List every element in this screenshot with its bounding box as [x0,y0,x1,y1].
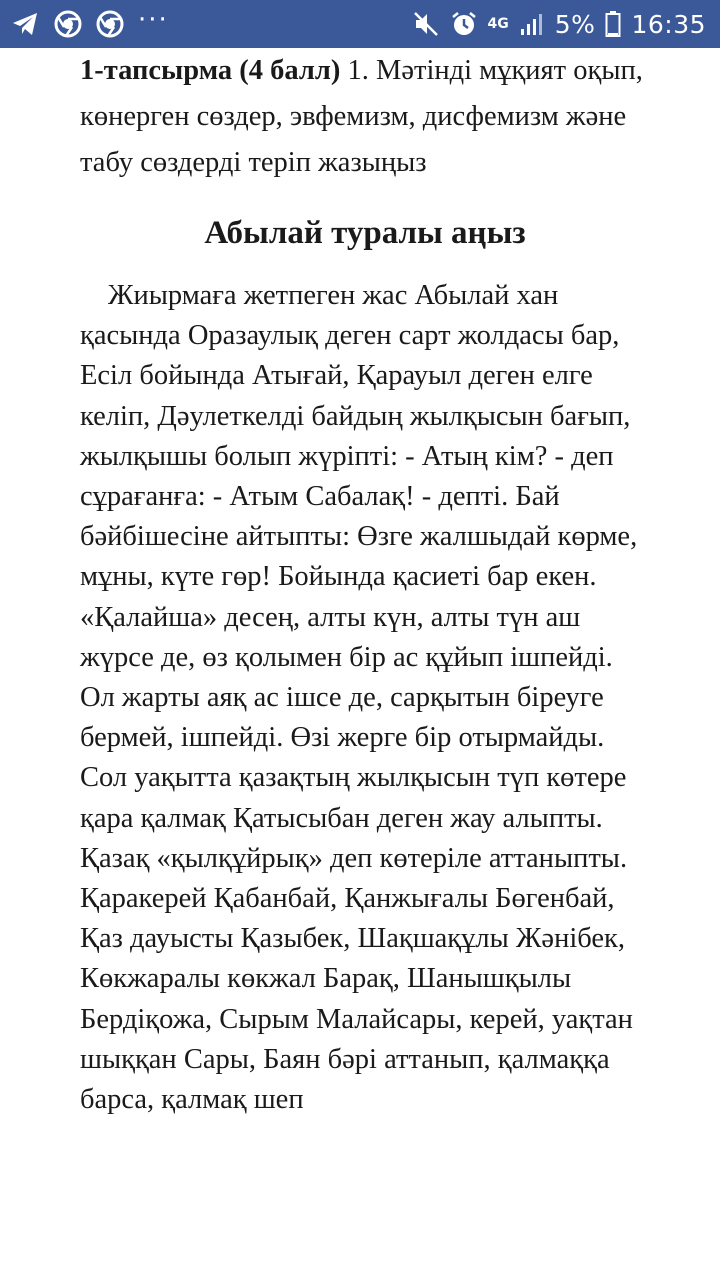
battery-percent: 5% [554,9,596,39]
status-bar [0,0,720,48]
more-icon: ··· [138,5,169,35]
task-label: 1-тапсырма (4 балл) [80,55,341,86]
alarm-icon [450,10,478,38]
document-body: Жиырмаға жетпеген жас Абылай хан қасында Оразаулық деген сарт жолдасы бар, Есіл бойында Атығай, Қарауыл деген елге келіп, Дәулеткелді байдың жылқысын бағып, жылқышы болып жүріпті: - Атың кім? - деп сұрағанға: - Атым Сабалақ! - депті. Бай бәйбішесіне айтыпты: Өзге жалшыдай көрме, мұны, күте гөр! Бойында қасиеті бар екен. «Қалайша» десең, алты күн, алты түн аш жүрсе де, өз қолымен бір ас құйып ішпейді. Ол жарты аяқ ас ішсе де, сарқытын біреуге бермей, ішпейді. Өзі жерге бір отырмайды. Сол уақытта қазақтың жылқысын түп көтере қара қалмақ Қатысыбан деген жау алыпты. Қазақ «қылқұйрық» деп көтеріле аттаныпты. Қаракерей Қабанбай, Қанжығалы Бөгенбай, Қаз дауысты Қазыбек, Шақшақұлы Жәнібек, Көкжаралы көкжал Барақ, Шанышқылы Бердіқожа, Сырым Малайсары, керей, уақтан шыққан Сары, Баян бәрі аттанып, қалмаққа барса, қалмақ шеп [80,280,638,1116]
document-page [80,48,650,1120]
mute-icon [412,10,440,38]
network-type: 4G [487,16,509,32]
chrome-icon [54,10,82,38]
signal-icon [519,11,545,37]
clock: 16:35 [631,9,706,39]
document-heading: Абылай туралы аңыз [204,215,526,251]
task-text: 1. Мәтінді мұқият оқып, көнерген сөздер, эвфемизм, дисфемизм және табу сөздерді теріп жазыңыз [80,55,643,178]
task-paragraph [80,48,650,186]
status-bar-left [10,0,169,48]
telegram-icon [10,9,40,39]
battery-icon [605,10,621,38]
status-bar-right [412,0,706,48]
chrome-icon [96,10,124,38]
